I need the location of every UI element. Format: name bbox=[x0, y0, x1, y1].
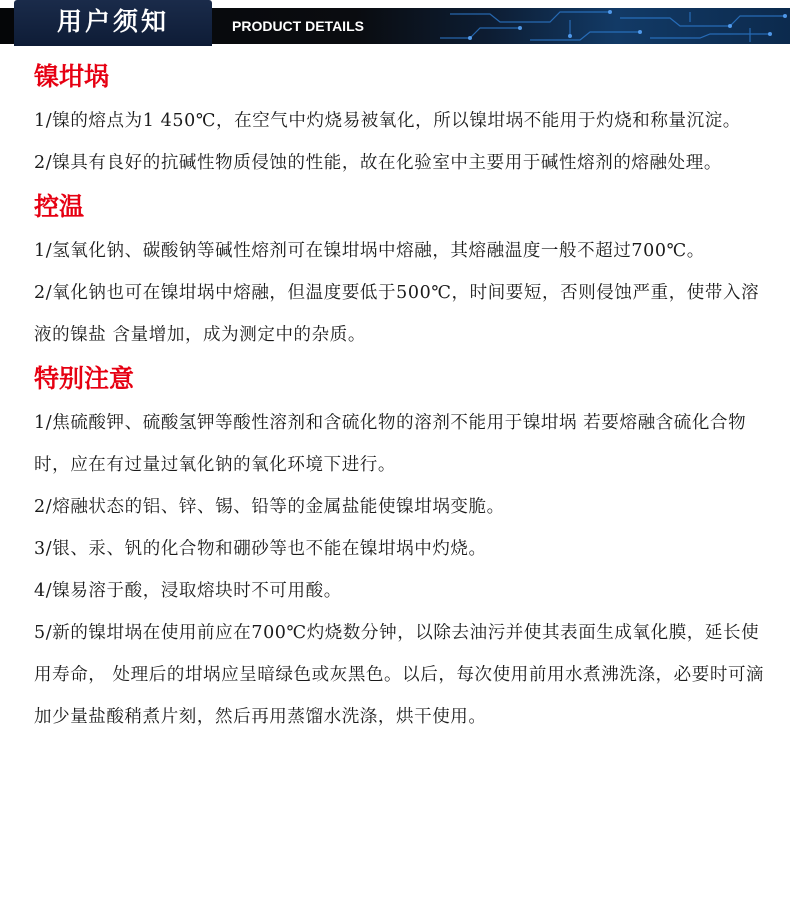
paragraph: 4/镍易溶于酸，浸取熔块时不可用酸。 bbox=[34, 581, 342, 601]
paragraph: 2/熔融状态的铝、锌、锡、铅等的金属盐能使镍坩埚变脆。 bbox=[34, 497, 505, 517]
paragraph: 1/焦硫酸钾、硫酸氢钾等酸性溶剂和含硫化物的溶剂不能用于镍坩埚 若要熔融含硫化合物时，应在有过量过氧化钠的氧化环境下进行。 bbox=[34, 413, 747, 475]
header-subtitle: PRODUCT DETAILS bbox=[232, 18, 364, 34]
paragraph: 1/氢氧化钠、碳酸钠等碱性熔剂可在镍坩埚中熔融，其熔融温度一般不超过700℃。 bbox=[34, 241, 705, 261]
header-banner bbox=[0, 0, 790, 44]
paragraph: 3/银、汞、钒的化合物和硼砂等也不能在镍坩埚中灼烧。 bbox=[34, 539, 487, 559]
paragraph: 5/新的镍坩埚在使用前应在700℃灼烧数分钟，以除去油污并使其表面生成氧化膜，延长使用寿命， 处理后的坩埚应呈暗绿色或灰黑色。以后，每次使用前用水煮沸洗涤，必要时可滴加少量盐酸稍煮片刻，然后再用蒸馏水洗涤，烘干使用。 bbox=[34, 623, 765, 727]
paragraph: 2/镍具有良好的抗碱性物质侵蚀的性能，故在化验室中主要用于碱性熔剂的熔融处理。 bbox=[34, 153, 722, 173]
section-title: 特别注意 bbox=[34, 364, 135, 393]
paragraph: 1/镍的熔点为1 450℃，在空气中灼烧易被氧化，所以镍坩埚不能用于灼烧和称量沉淀。 bbox=[34, 111, 741, 131]
circuit-pattern-icon bbox=[430, 8, 790, 44]
paragraph: 2/氧化钠也可在镍坩埚中熔融，但温度要低于500℃，时间要短，否则侵蚀严重，使带入溶液的镍盐 含量增加，成为测定中的杂质。 bbox=[34, 283, 760, 345]
section-title: 控温 bbox=[34, 192, 85, 221]
header-title: 用户须知 bbox=[56, 7, 169, 36]
header-tab bbox=[14, 0, 212, 46]
content bbox=[34, 54, 774, 738]
section-title: 镍坩埚 bbox=[34, 62, 110, 91]
